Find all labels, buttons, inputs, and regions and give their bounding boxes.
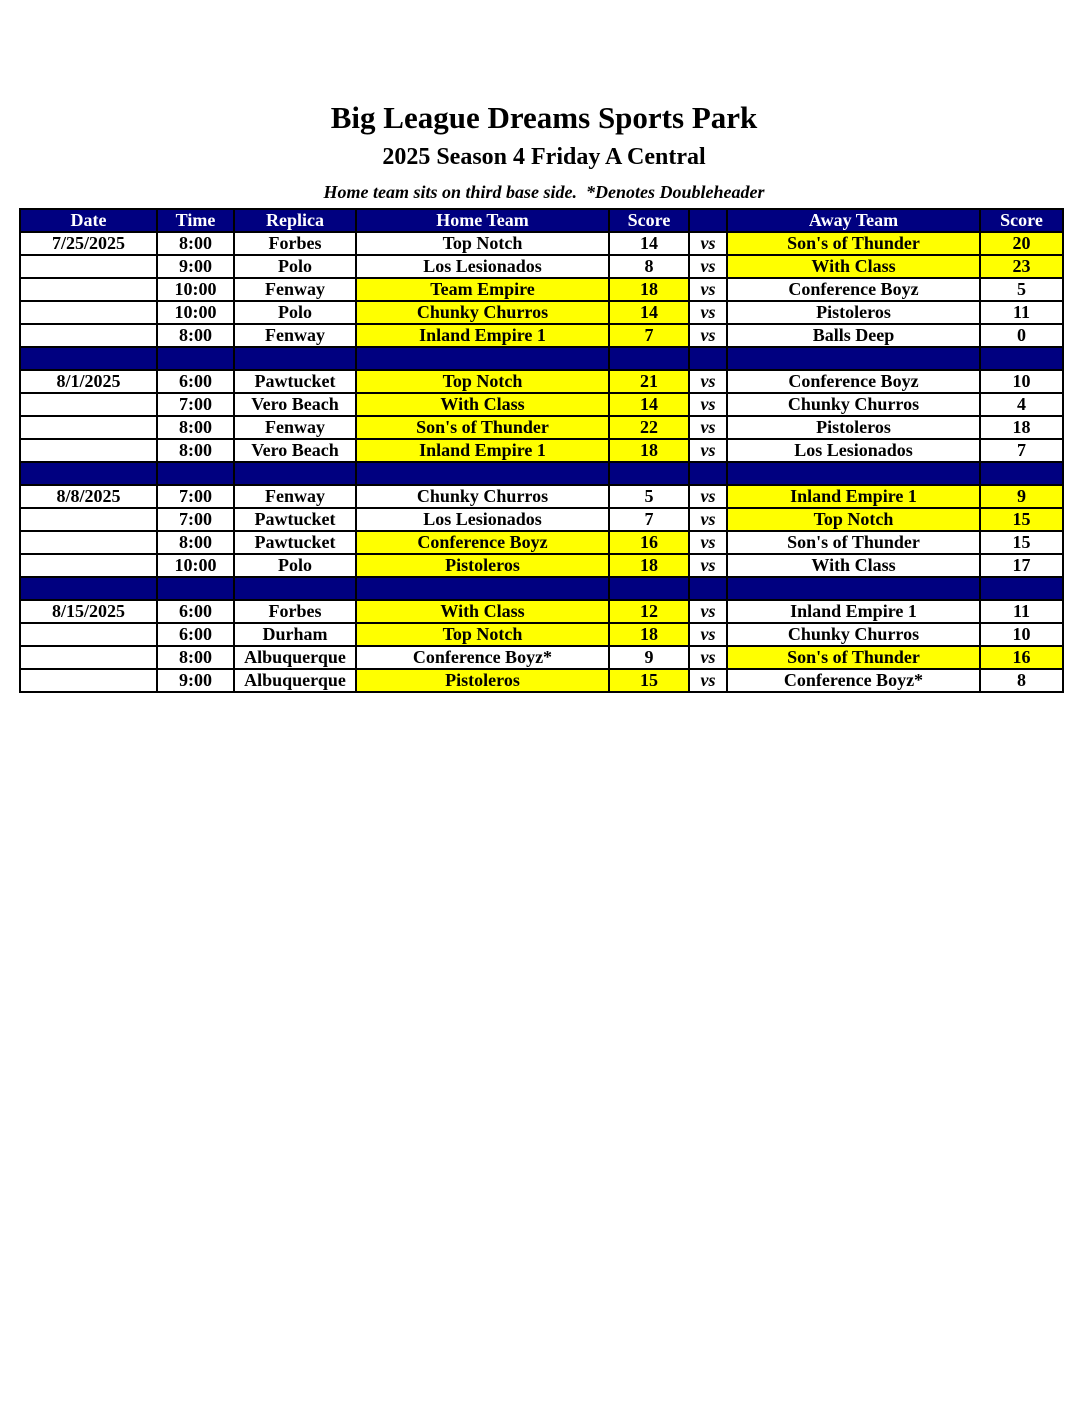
date-cell — [20, 508, 157, 531]
away-score-cell: 0 — [980, 324, 1063, 347]
date-cell: 8/15/2025 — [20, 600, 157, 623]
home-team-cell: With Class — [356, 393, 609, 416]
away-score-cell: 11 — [980, 600, 1063, 623]
away-team-cell: Chunky Churros — [727, 623, 980, 646]
separator-cell — [356, 462, 609, 485]
replica-cell: Polo — [234, 554, 356, 577]
column-header-date: Date — [20, 209, 157, 232]
vs-label: vs — [689, 646, 727, 669]
away-score-cell: 10 — [980, 623, 1063, 646]
replica-cell: Albuquerque — [234, 646, 356, 669]
home-score-cell: 22 — [609, 416, 689, 439]
home-score-cell: 7 — [609, 508, 689, 531]
vs-label: vs — [689, 623, 727, 646]
column-header-away-team: Away Team — [727, 209, 980, 232]
separator-cell — [689, 347, 727, 370]
separator-cell — [609, 577, 689, 600]
home-score-cell: 14 — [609, 393, 689, 416]
home-team-cell: Chunky Churros — [356, 301, 609, 324]
separator-cell — [20, 347, 157, 370]
time-cell: 10:00 — [157, 554, 234, 577]
time-cell: 7:00 — [157, 485, 234, 508]
away-team-cell: Balls Deep — [727, 324, 980, 347]
home-score-cell: 21 — [609, 370, 689, 393]
home-score-cell: 18 — [609, 439, 689, 462]
vs-label: vs — [689, 393, 727, 416]
date-cell — [20, 301, 157, 324]
game-row — [20, 416, 1063, 439]
replica-cell: Polo — [234, 301, 356, 324]
home-team-cell: Chunky Churros — [356, 485, 609, 508]
replica-cell: Forbes — [234, 232, 356, 255]
date-cell — [20, 554, 157, 577]
home-team-cell: Top Notch — [356, 370, 609, 393]
game-row — [20, 301, 1063, 324]
home-score-cell: 18 — [609, 623, 689, 646]
separator-cell — [157, 347, 234, 370]
separator-cell — [980, 577, 1063, 600]
away-score-cell: 17 — [980, 554, 1063, 577]
away-team-cell: Son's of Thunder — [727, 232, 980, 255]
home-team-cell: Pistoleros — [356, 554, 609, 577]
home-team-cell: Conference Boyz* — [356, 646, 609, 669]
home-team-cell: Team Empire — [356, 278, 609, 301]
home-team-cell: Los Lesionados — [356, 508, 609, 531]
date-cell — [20, 646, 157, 669]
schedule-table — [19, 208, 1064, 693]
away-team-cell: Chunky Churros — [727, 393, 980, 416]
away-score-cell: 15 — [980, 508, 1063, 531]
column-header-replica: Replica — [234, 209, 356, 232]
vs-label: vs — [689, 278, 727, 301]
separator-cell — [356, 347, 609, 370]
vs-label: vs — [689, 439, 727, 462]
vs-label: vs — [689, 324, 727, 347]
away-team-cell: Pistoleros — [727, 416, 980, 439]
game-row — [20, 600, 1063, 623]
date-cell — [20, 439, 157, 462]
replica-cell: Pawtucket — [234, 508, 356, 531]
vs-label: vs — [689, 531, 727, 554]
away-team-cell: With Class — [727, 554, 980, 577]
home-team-cell: Top Notch — [356, 623, 609, 646]
home-team-cell: Pistoleros — [356, 669, 609, 692]
date-cell: 8/8/2025 — [20, 485, 157, 508]
separator-cell — [689, 462, 727, 485]
replica-cell: Fenway — [234, 485, 356, 508]
replica-cell: Albuquerque — [234, 669, 356, 692]
time-cell: 10:00 — [157, 301, 234, 324]
home-score-cell: 12 — [609, 600, 689, 623]
column-header-home-team: Home Team — [356, 209, 609, 232]
home-team-cell: Son's of Thunder — [356, 416, 609, 439]
home-score-cell: 15 — [609, 669, 689, 692]
game-row — [20, 278, 1063, 301]
home-team-cell: Top Notch — [356, 232, 609, 255]
home-team-cell: Inland Empire 1 — [356, 439, 609, 462]
vs-label: vs — [689, 370, 727, 393]
date-cell — [20, 324, 157, 347]
time-cell: 8:00 — [157, 232, 234, 255]
separator-cell — [157, 577, 234, 600]
week-separator-row — [20, 577, 1063, 600]
time-cell: 6:00 — [157, 623, 234, 646]
column-header-away-score: Score — [980, 209, 1063, 232]
game-row — [20, 554, 1063, 577]
page-title: Big League Dreams Sports Park — [330, 100, 758, 135]
week-separator-row — [20, 347, 1063, 370]
separator-cell — [689, 577, 727, 600]
home-team-cell: Los Lesionados — [356, 255, 609, 278]
away-team-cell: Inland Empire 1 — [727, 485, 980, 508]
time-cell: 8:00 — [157, 531, 234, 554]
game-row — [20, 393, 1063, 416]
time-cell: 8:00 — [157, 324, 234, 347]
game-row — [20, 255, 1063, 278]
game-row — [20, 646, 1063, 669]
away-score-cell: 8 — [980, 669, 1063, 692]
away-score-cell: 11 — [980, 301, 1063, 324]
away-score-cell: 20 — [980, 232, 1063, 255]
game-row — [20, 485, 1063, 508]
game-row — [20, 232, 1063, 255]
separator-cell — [20, 577, 157, 600]
game-row — [20, 370, 1063, 393]
separator-cell — [609, 347, 689, 370]
game-row — [20, 623, 1063, 646]
home-score-cell: 14 — [609, 232, 689, 255]
away-score-cell: 4 — [980, 393, 1063, 416]
away-team-cell: Top Notch — [727, 508, 980, 531]
replica-cell: Pawtucket — [234, 370, 356, 393]
separator-cell — [234, 462, 356, 485]
away-team-cell: Conference Boyz — [727, 278, 980, 301]
game-row — [20, 531, 1063, 554]
time-cell: 9:00 — [157, 669, 234, 692]
column-header-vs — [689, 209, 727, 232]
replica-cell: Fenway — [234, 278, 356, 301]
game-row — [20, 669, 1063, 692]
separator-cell — [234, 577, 356, 600]
separator-cell — [356, 577, 609, 600]
replica-cell: Durham — [234, 623, 356, 646]
date-cell — [20, 278, 157, 301]
home-team-cell: With Class — [356, 600, 609, 623]
game-row — [20, 508, 1063, 531]
separator-cell — [980, 462, 1063, 485]
away-team-cell: Conference Boyz — [727, 370, 980, 393]
time-cell: 7:00 — [157, 393, 234, 416]
game-row — [20, 439, 1063, 462]
separator-cell — [980, 347, 1063, 370]
vs-label: vs — [689, 508, 727, 531]
replica-cell: Vero Beach — [234, 439, 356, 462]
home-score-cell: 16 — [609, 531, 689, 554]
vs-label: vs — [689, 600, 727, 623]
vs-label: vs — [689, 416, 727, 439]
vs-label: vs — [689, 255, 727, 278]
away-team-cell: Pistoleros — [727, 301, 980, 324]
away-team-cell: Inland Empire 1 — [727, 600, 980, 623]
away-team-cell: Son's of Thunder — [727, 531, 980, 554]
week-separator-row — [20, 462, 1063, 485]
home-score-cell: 18 — [609, 554, 689, 577]
away-score-cell: 7 — [980, 439, 1063, 462]
away-score-cell: 15 — [980, 531, 1063, 554]
home-score-cell: 8 — [609, 255, 689, 278]
separator-cell — [609, 462, 689, 485]
separator-cell — [727, 462, 980, 485]
home-score-cell: 18 — [609, 278, 689, 301]
away-score-cell: 23 — [980, 255, 1063, 278]
vs-label: vs — [689, 232, 727, 255]
column-header-time: Time — [157, 209, 234, 232]
replica-cell: Polo — [234, 255, 356, 278]
home-score-cell: 7 — [609, 324, 689, 347]
time-cell: 6:00 — [157, 370, 234, 393]
away-team-cell: With Class — [727, 255, 980, 278]
separator-cell — [727, 577, 980, 600]
time-cell: 8:00 — [157, 439, 234, 462]
time-cell: 6:00 — [157, 600, 234, 623]
replica-cell: Forbes — [234, 600, 356, 623]
replica-cell: Fenway — [234, 324, 356, 347]
page-subtitle: 2025 Season 4 Friday A Central — [382, 144, 706, 170]
separator-cell — [727, 347, 980, 370]
replica-cell: Fenway — [234, 416, 356, 439]
time-cell: 7:00 — [157, 508, 234, 531]
replica-cell: Pawtucket — [234, 531, 356, 554]
away-score-cell: 16 — [980, 646, 1063, 669]
home-team-cell: Conference Boyz — [356, 531, 609, 554]
date-cell: 8/1/2025 — [20, 370, 157, 393]
away-score-cell: 18 — [980, 416, 1063, 439]
separator-cell — [234, 347, 356, 370]
away-team-cell: Los Lesionados — [727, 439, 980, 462]
time-cell: 8:00 — [157, 646, 234, 669]
home-score-cell: 14 — [609, 301, 689, 324]
away-score-cell: 10 — [980, 370, 1063, 393]
schedule-body — [20, 232, 1063, 692]
away-score-cell: 9 — [980, 485, 1063, 508]
separator-cell — [20, 462, 157, 485]
date-cell — [20, 669, 157, 692]
date-cell: 7/25/2025 — [20, 232, 157, 255]
vs-label: vs — [689, 485, 727, 508]
date-cell — [20, 623, 157, 646]
vs-label: vs — [689, 669, 727, 692]
home-team-cell: Inland Empire 1 — [356, 324, 609, 347]
away-team-cell: Son's of Thunder — [727, 646, 980, 669]
away-team-cell: Conference Boyz* — [727, 669, 980, 692]
time-cell: 9:00 — [157, 255, 234, 278]
replica-cell: Vero Beach — [234, 393, 356, 416]
home-score-cell: 5 — [609, 485, 689, 508]
time-cell: 8:00 — [157, 416, 234, 439]
time-cell: 10:00 — [157, 278, 234, 301]
column-header-home-score: Score — [609, 209, 689, 232]
date-cell — [20, 393, 157, 416]
away-score-cell: 5 — [980, 278, 1063, 301]
home-score-cell: 9 — [609, 646, 689, 669]
vs-label: vs — [689, 554, 727, 577]
date-cell — [20, 255, 157, 278]
game-row — [20, 324, 1063, 347]
vs-label: vs — [689, 301, 727, 324]
schedule-note: Home team sits on third base side. *Denotes Doubleheader — [323, 182, 765, 202]
separator-cell — [157, 462, 234, 485]
header-row — [20, 209, 1063, 232]
date-cell — [20, 531, 157, 554]
date-cell — [20, 416, 157, 439]
